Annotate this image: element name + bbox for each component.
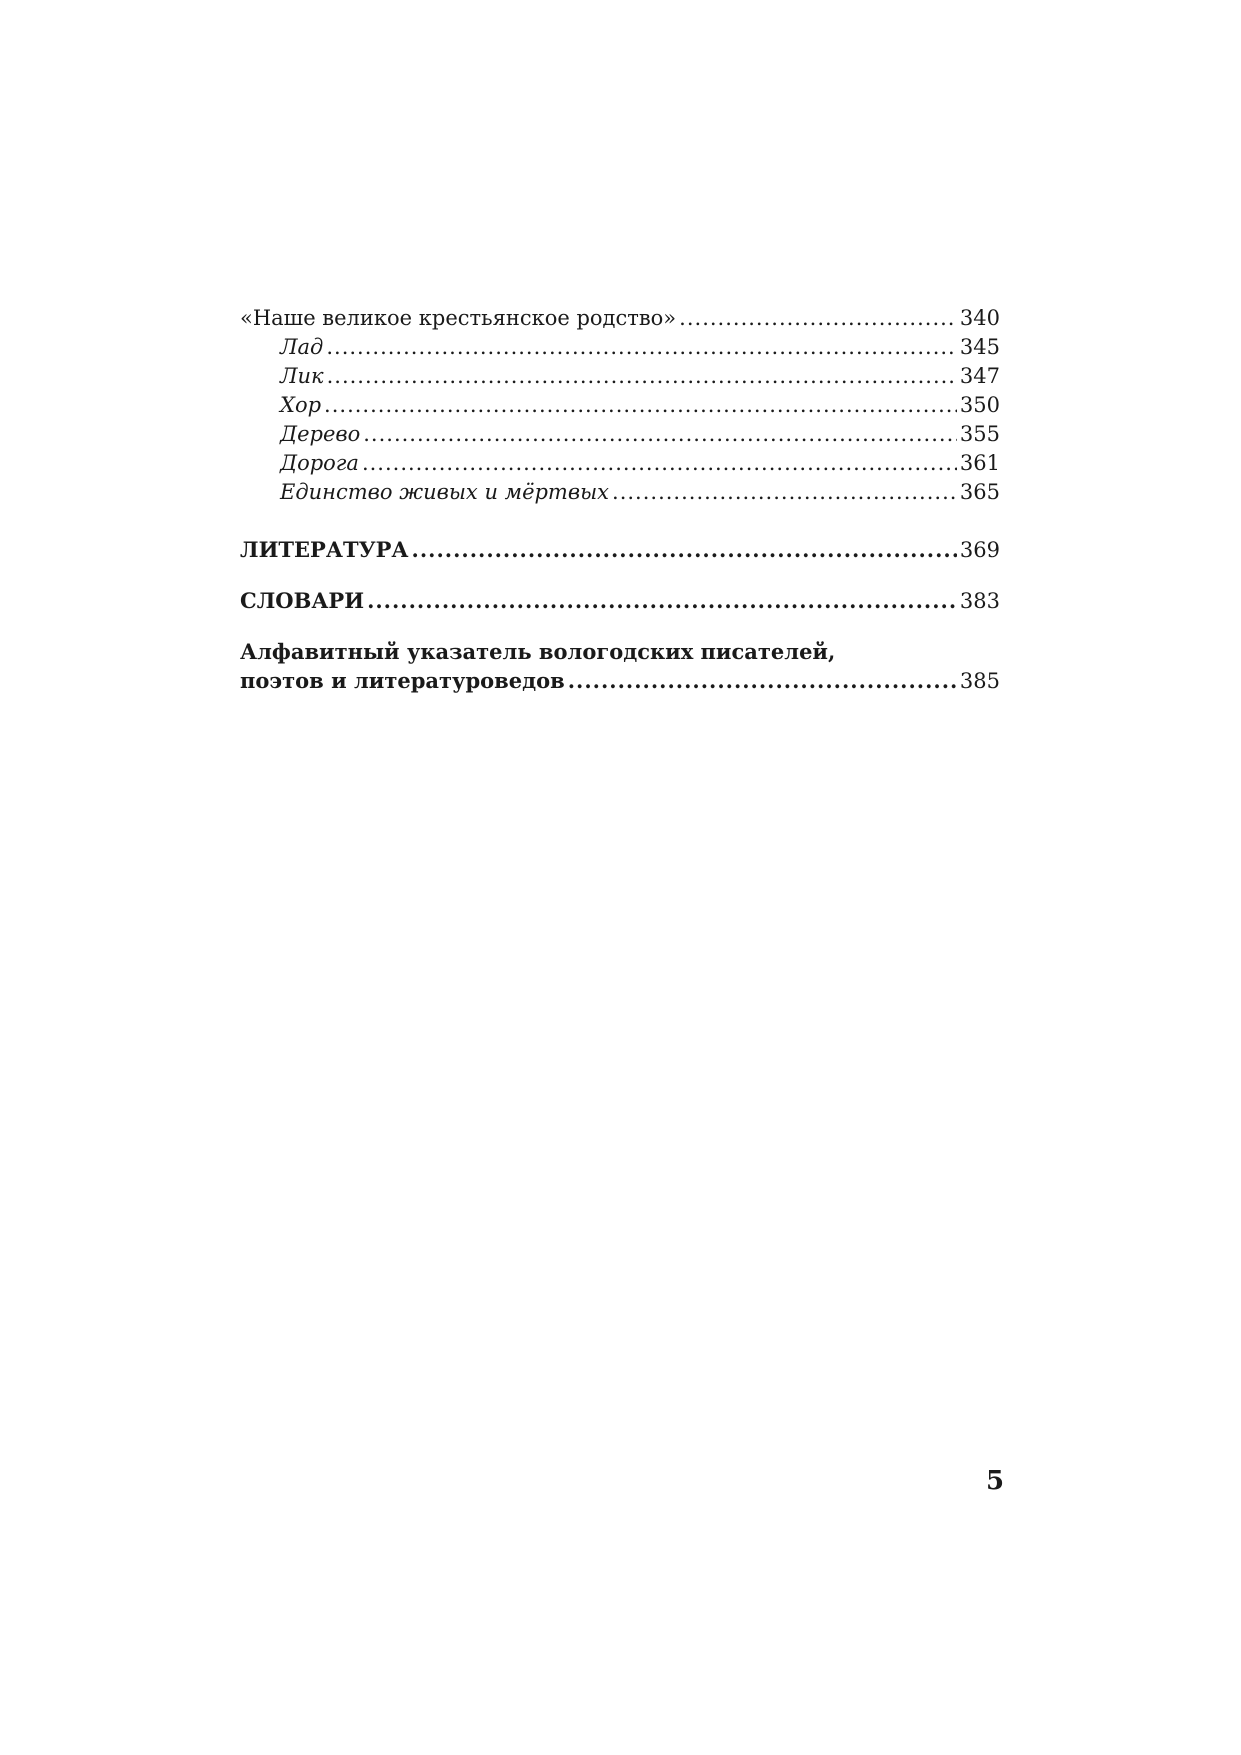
dot-leader [612, 478, 957, 507]
toc-entry-khor[interactable] [240, 391, 1000, 420]
toc-entry-page: 350 [959, 393, 1000, 417]
dot-leader [679, 304, 957, 333]
dot-leader [327, 362, 957, 391]
page-number: 5 [986, 1466, 1005, 1496]
toc-entry-title: Лад [280, 335, 324, 359]
toc-entry-title: Дерево [280, 422, 361, 446]
toc-entry-dictionaries[interactable] [240, 586, 1000, 615]
toc-entry-title: ЛИТЕРАТУРА [240, 537, 409, 562]
toc-entry-page: 385 [959, 669, 1000, 693]
dot-leader [412, 535, 957, 564]
dot-leader [324, 391, 957, 420]
toc-entry-page: 383 [959, 589, 1000, 613]
toc-entry-title-line1: Алфавитный указатель вологодских писателей, [240, 639, 836, 664]
toc-entry-chapter[interactable] [240, 304, 1000, 333]
toc-entry-page: 365 [959, 480, 1000, 504]
toc-entry-literature[interactable] [240, 535, 1000, 564]
toc-entry-edinstvo[interactable] [240, 478, 1000, 507]
dot-leader [326, 333, 957, 362]
toc-entry-page: 361 [959, 451, 1000, 475]
toc-entry-title: «Наше великое крестьянское родство» [240, 306, 677, 330]
toc-entry-lik[interactable] [240, 362, 1000, 391]
toc-entry-page: 355 [959, 422, 1000, 446]
toc-entry-title-line2: поэтов и литературоведов [240, 668, 565, 693]
toc-entry-page: 340 [959, 306, 1000, 330]
toc-entry-lad[interactable] [240, 333, 1000, 362]
toc-entry-page: 369 [959, 538, 1000, 562]
toc-entry-title: Дорога [280, 451, 359, 475]
spacer [240, 507, 1000, 535]
toc-entry-title: Единство живых и мёртвых [280, 480, 610, 504]
dot-leader [362, 449, 957, 478]
toc-entry-page: 347 [959, 364, 1000, 388]
dot-leader [363, 420, 957, 449]
toc-entry-page: 345 [959, 335, 1000, 359]
dot-leader [568, 666, 957, 695]
toc-entry-index[interactable] [240, 637, 1000, 695]
toc-entry-derevo[interactable] [240, 420, 1000, 449]
toc-entry-doroga[interactable] [240, 449, 1000, 478]
toc-entry-index-last-line [240, 666, 1000, 695]
toc-entry-title: СЛОВАРИ [240, 588, 365, 613]
spacer [240, 615, 1000, 637]
toc-entry-title: Лик [280, 364, 324, 388]
table-of-contents [240, 304, 1000, 695]
dot-leader [367, 586, 957, 615]
toc-entry-title: Хор [280, 393, 322, 417]
spacer [240, 564, 1000, 586]
